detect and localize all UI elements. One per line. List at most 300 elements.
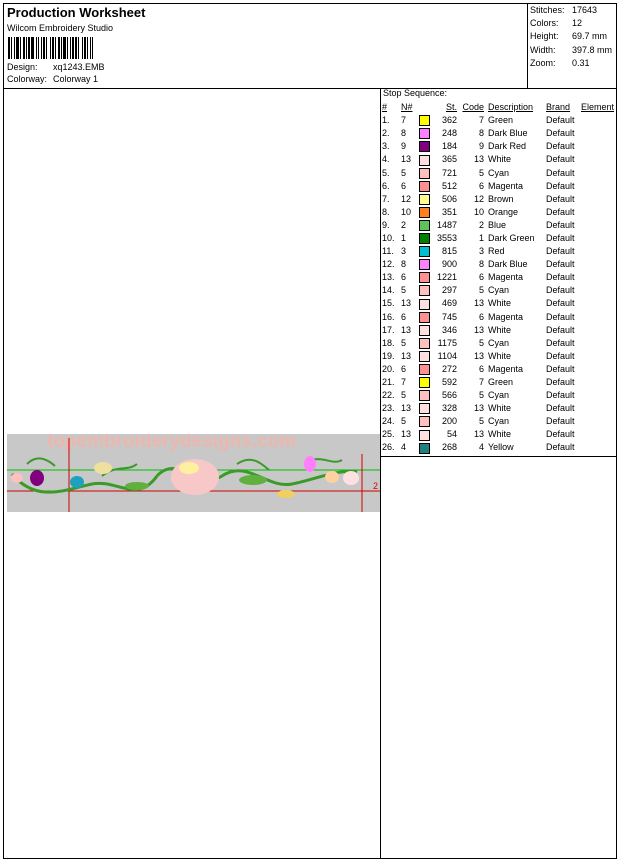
row-index: 17. bbox=[382, 324, 395, 335]
row-code: 6 bbox=[478, 363, 484, 374]
row-code: 13 bbox=[473, 403, 484, 414]
row-index: 6. bbox=[382, 180, 390, 191]
row-swatch bbox=[418, 428, 431, 441]
row-needle: 6 bbox=[401, 272, 407, 283]
row-element bbox=[581, 180, 614, 193]
table-header-row bbox=[382, 101, 614, 114]
row-stitches: 745 bbox=[441, 311, 457, 322]
row-index: 9. bbox=[382, 219, 390, 230]
row-index: 25. bbox=[382, 429, 395, 440]
row-needle: 13 bbox=[401, 298, 412, 309]
color-swatch bbox=[419, 285, 430, 296]
color-swatch bbox=[419, 430, 430, 441]
row-description: White bbox=[488, 298, 512, 309]
row-code: 6 bbox=[478, 272, 484, 283]
stat-label: Zoom: bbox=[530, 57, 556, 68]
row-needle: 5 bbox=[401, 167, 407, 178]
flower-teal bbox=[70, 476, 84, 488]
color-swatch bbox=[419, 377, 430, 388]
row-needle: 8 bbox=[401, 259, 407, 270]
row-element bbox=[581, 114, 614, 127]
stat-row bbox=[530, 58, 612, 71]
row-element bbox=[581, 311, 614, 324]
row-description: Cyan bbox=[488, 390, 510, 401]
row-swatch bbox=[418, 297, 431, 310]
row-swatch bbox=[418, 389, 431, 402]
color-swatch bbox=[419, 194, 430, 205]
row-element bbox=[581, 193, 614, 206]
flower-small bbox=[343, 471, 359, 485]
row-description: Dark Blue bbox=[488, 128, 528, 139]
row-code: 2 bbox=[478, 219, 484, 230]
row-brand: Default bbox=[546, 219, 575, 230]
colorway-label: Colorway: bbox=[7, 74, 48, 84]
row-swatch bbox=[418, 153, 431, 166]
colorway-row bbox=[7, 74, 98, 84]
flower-peony-center bbox=[179, 462, 199, 474]
table-row bbox=[382, 193, 614, 206]
row-stitches: 512 bbox=[441, 180, 457, 191]
row-index: 13. bbox=[382, 272, 395, 283]
row-swatch bbox=[418, 140, 431, 153]
row-stitches: 346 bbox=[441, 324, 457, 335]
row-index: 26. bbox=[382, 442, 395, 453]
row-brand: Default bbox=[546, 167, 575, 178]
row-element bbox=[581, 245, 614, 258]
row-description: Magenta bbox=[488, 311, 524, 322]
embroidery-preview bbox=[7, 434, 380, 512]
design-value: xq1243.EMB bbox=[53, 62, 105, 72]
row-code: 13 bbox=[473, 324, 484, 335]
color-swatch bbox=[419, 338, 430, 349]
row-description: Magenta bbox=[488, 180, 524, 191]
barcode-bar bbox=[93, 37, 95, 59]
row-element bbox=[581, 127, 614, 140]
table-row bbox=[382, 206, 614, 219]
row-stitches: 3553 bbox=[436, 232, 457, 243]
row-needle: 9 bbox=[401, 141, 407, 152]
row-needle: 5 bbox=[401, 285, 407, 296]
row-brand: Default bbox=[546, 298, 575, 309]
row-element bbox=[581, 441, 614, 454]
row-brand: Default bbox=[546, 324, 575, 335]
row-code: 9 bbox=[478, 141, 484, 152]
row-needle: 5 bbox=[401, 416, 407, 427]
row-index: 2. bbox=[382, 128, 390, 139]
row-needle: 5 bbox=[401, 390, 407, 401]
col-index: # bbox=[382, 102, 388, 113]
row-index: 14. bbox=[382, 285, 395, 296]
color-swatch bbox=[419, 168, 430, 179]
row-index: 16. bbox=[382, 311, 395, 322]
row-needle: 6 bbox=[401, 180, 407, 191]
color-swatch bbox=[419, 155, 430, 166]
row-brand: Default bbox=[546, 416, 575, 427]
row-stitches: 469 bbox=[441, 298, 457, 309]
row-element bbox=[581, 337, 614, 350]
color-swatch bbox=[419, 115, 430, 126]
row-index: 4. bbox=[382, 154, 390, 165]
row-index: 12. bbox=[382, 259, 395, 270]
color-swatch bbox=[419, 141, 430, 152]
row-swatch bbox=[418, 363, 431, 376]
design-label: Design: bbox=[7, 62, 38, 72]
col-swatch bbox=[418, 101, 431, 114]
row-code: 5 bbox=[478, 416, 484, 427]
table-row bbox=[382, 258, 614, 271]
color-swatch bbox=[419, 246, 430, 257]
col-element: Element bbox=[581, 102, 615, 113]
row-description: Orange bbox=[488, 206, 519, 217]
stats-panel bbox=[530, 5, 612, 71]
table-row bbox=[382, 180, 614, 193]
row-index: 11. bbox=[382, 246, 394, 257]
flower-yellow bbox=[94, 462, 112, 474]
row-brand: Default bbox=[546, 363, 575, 374]
row-brand: Default bbox=[546, 206, 575, 217]
design-preview bbox=[7, 434, 380, 512]
row-index: 20. bbox=[382, 363, 395, 374]
row-stitches: 1104 bbox=[437, 350, 457, 361]
row-needle: 6 bbox=[401, 363, 407, 374]
table-row bbox=[382, 166, 614, 179]
row-swatch bbox=[418, 311, 431, 324]
table-row bbox=[382, 297, 614, 310]
row-brand: Default bbox=[546, 377, 575, 388]
row-stitches: 1175 bbox=[437, 337, 457, 348]
color-swatch bbox=[419, 259, 430, 270]
table-row bbox=[382, 324, 614, 337]
row-brand: Default bbox=[546, 154, 575, 165]
row-description: Magenta bbox=[488, 363, 524, 374]
watermark: topembroiderydesigns.com bbox=[47, 434, 297, 452]
row-stitches: 900 bbox=[441, 259, 457, 270]
flower-small bbox=[325, 471, 339, 483]
col-description: Description bbox=[488, 102, 534, 113]
table-row bbox=[382, 245, 614, 258]
row-needle: 13 bbox=[401, 350, 412, 361]
table-row bbox=[382, 337, 614, 350]
row-index: 3. bbox=[382, 141, 390, 152]
stat-value: 0.31 bbox=[572, 57, 590, 68]
row-brand: Default bbox=[546, 337, 575, 348]
row-brand: Default bbox=[546, 390, 575, 401]
row-brand: Default bbox=[546, 350, 575, 361]
row-description: White bbox=[488, 350, 512, 361]
row-element bbox=[581, 389, 614, 402]
table-row bbox=[382, 127, 614, 140]
table-row bbox=[382, 402, 614, 415]
stat-row bbox=[530, 18, 612, 31]
row-element bbox=[581, 232, 614, 245]
row-element bbox=[581, 363, 614, 376]
row-code: 7 bbox=[478, 377, 484, 388]
stat-row bbox=[530, 31, 612, 44]
barcode bbox=[8, 37, 132, 59]
row-index: 23. bbox=[382, 403, 395, 414]
row-description: Brown bbox=[488, 193, 514, 204]
stat-row bbox=[530, 5, 612, 18]
row-element bbox=[581, 284, 614, 297]
row-needle: 13 bbox=[401, 154, 412, 165]
row-swatch bbox=[418, 376, 431, 389]
row-swatch bbox=[418, 271, 431, 284]
row-element bbox=[581, 140, 614, 153]
col-code: Code bbox=[462, 102, 484, 113]
colorway-value: Colorway 1 bbox=[53, 74, 99, 84]
row-stitches: 365 bbox=[441, 154, 457, 165]
row-swatch bbox=[418, 232, 431, 245]
col-brand: Brand bbox=[546, 102, 571, 113]
row-stitches: 566 bbox=[441, 390, 457, 401]
row-needle: 13 bbox=[401, 403, 412, 414]
row-code: 5 bbox=[478, 390, 484, 401]
table-row bbox=[382, 114, 614, 127]
flower-small bbox=[277, 490, 295, 498]
row-code: 12 bbox=[473, 193, 484, 204]
row-stitches: 1487 bbox=[436, 219, 457, 230]
color-swatch bbox=[419, 272, 430, 283]
row-needle: 4 bbox=[401, 442, 407, 453]
header-divider bbox=[527, 4, 528, 88]
leaf bbox=[239, 475, 267, 485]
leaf bbox=[125, 482, 149, 490]
row-stitches: 721 bbox=[441, 167, 457, 178]
row-code: 1 bbox=[478, 232, 484, 243]
row-brand: Default bbox=[546, 429, 575, 440]
row-swatch bbox=[418, 166, 431, 179]
row-description: Green bbox=[488, 377, 514, 388]
row-stitches: 248 bbox=[441, 128, 457, 139]
table-row bbox=[382, 441, 614, 454]
color-swatch bbox=[419, 207, 430, 218]
stat-label: Stitches: bbox=[530, 5, 565, 15]
row-description: White bbox=[488, 403, 512, 414]
color-swatch bbox=[419, 128, 430, 139]
row-needle: 3 bbox=[401, 246, 407, 257]
row-needle: 5 bbox=[401, 337, 407, 348]
stop-sequence-title: Stop Sequence: bbox=[383, 88, 448, 98]
row-swatch bbox=[418, 402, 431, 415]
row-stitches: 297 bbox=[441, 285, 457, 296]
color-swatch bbox=[419, 325, 430, 336]
row-swatch bbox=[418, 350, 431, 363]
row-brand: Default bbox=[546, 442, 575, 453]
row-needle: 13 bbox=[401, 324, 412, 335]
row-swatch bbox=[418, 219, 431, 232]
row-index: 8. bbox=[382, 206, 390, 217]
row-brand: Default bbox=[546, 180, 575, 191]
table-row bbox=[382, 428, 614, 441]
row-description: Red bbox=[488, 246, 505, 257]
table-row bbox=[382, 415, 614, 428]
color-swatch bbox=[419, 299, 430, 310]
row-swatch bbox=[418, 193, 431, 206]
color-swatch bbox=[419, 220, 430, 231]
row-brand: Default bbox=[546, 285, 575, 296]
col-stitches: St. bbox=[445, 102, 457, 113]
row-code: 10 bbox=[473, 206, 484, 217]
color-swatch bbox=[419, 181, 430, 192]
row-swatch bbox=[418, 245, 431, 258]
row-stitches: 506 bbox=[441, 193, 457, 204]
row-description: Cyan bbox=[488, 285, 510, 296]
color-swatch bbox=[419, 416, 430, 427]
row-element bbox=[581, 271, 614, 284]
row-brand: Default bbox=[546, 141, 575, 152]
row-stitches: 54 bbox=[446, 429, 457, 440]
row-element bbox=[581, 219, 614, 232]
row-swatch bbox=[418, 180, 431, 193]
row-description: White bbox=[488, 154, 512, 165]
row-element bbox=[581, 206, 614, 219]
design-row bbox=[7, 62, 105, 72]
row-stitches: 272 bbox=[441, 363, 457, 374]
worksheet-frame bbox=[3, 3, 617, 859]
row-description: Cyan bbox=[488, 337, 510, 348]
row-code: 4 bbox=[478, 442, 484, 453]
row-code: 13 bbox=[473, 298, 484, 309]
table-row bbox=[382, 219, 614, 232]
table-row bbox=[382, 153, 614, 166]
row-brand: Default bbox=[546, 272, 575, 283]
row-stitches: 362 bbox=[441, 115, 457, 126]
row-stitches: 351 bbox=[441, 206, 457, 217]
color-swatch bbox=[419, 390, 430, 401]
marker-label: 2 bbox=[373, 481, 379, 491]
row-brand: Default bbox=[546, 403, 575, 414]
stat-value: 397.8 mm bbox=[572, 44, 613, 55]
row-index: 24. bbox=[382, 416, 395, 427]
row-index: 19. bbox=[382, 350, 395, 361]
color-swatch bbox=[419, 312, 430, 323]
row-code: 6 bbox=[478, 311, 484, 322]
row-code: 5 bbox=[478, 285, 484, 296]
header-separator bbox=[4, 88, 616, 89]
row-description: Blue bbox=[488, 219, 507, 230]
row-code: 13 bbox=[473, 350, 484, 361]
row-description: White bbox=[488, 429, 512, 440]
color-swatch bbox=[419, 403, 430, 414]
row-index: 5. bbox=[382, 167, 390, 178]
row-brand: Default bbox=[546, 246, 575, 257]
table-row bbox=[382, 271, 614, 284]
row-brand: Default bbox=[546, 259, 575, 270]
row-element bbox=[581, 376, 614, 389]
stat-row bbox=[530, 45, 612, 58]
row-stitches: 1221 bbox=[436, 272, 457, 283]
table-row bbox=[382, 363, 614, 376]
row-swatch bbox=[418, 258, 431, 271]
row-index: 18. bbox=[382, 337, 395, 348]
row-element bbox=[581, 153, 614, 166]
stat-value: 12 bbox=[572, 18, 583, 29]
row-swatch bbox=[418, 324, 431, 337]
row-element bbox=[581, 258, 614, 271]
row-code: 8 bbox=[478, 128, 484, 139]
row-needle: 2 bbox=[401, 219, 407, 230]
col-needle: N# bbox=[401, 102, 413, 113]
table-row bbox=[382, 284, 614, 297]
row-stitches: 184 bbox=[441, 141, 457, 152]
stop-sequence-bottom-rule bbox=[380, 456, 616, 457]
color-swatch bbox=[419, 364, 430, 375]
row-element bbox=[581, 415, 614, 428]
row-swatch bbox=[418, 114, 431, 127]
row-stitches: 815 bbox=[441, 246, 457, 257]
main-divider bbox=[380, 88, 381, 859]
row-description: White bbox=[488, 324, 512, 335]
table-row bbox=[382, 389, 614, 402]
row-element bbox=[581, 324, 614, 337]
row-description: Cyan bbox=[488, 416, 510, 427]
row-code: 3 bbox=[478, 246, 484, 257]
color-swatch bbox=[419, 443, 430, 454]
row-index: 10. bbox=[382, 232, 395, 243]
page-title: Production Worksheet bbox=[7, 5, 146, 20]
table-row bbox=[382, 350, 614, 363]
row-code: 5 bbox=[478, 167, 484, 178]
row-brand: Default bbox=[546, 115, 575, 126]
row-description: Dark Blue bbox=[488, 259, 528, 270]
row-description: Yellow bbox=[488, 442, 514, 453]
stop-sequence-table bbox=[382, 101, 614, 455]
flower-purple bbox=[30, 470, 44, 486]
row-description: Dark Green bbox=[488, 232, 535, 243]
row-swatch bbox=[418, 206, 431, 219]
row-code: 13 bbox=[473, 429, 484, 440]
row-needle: 7 bbox=[401, 377, 407, 388]
row-swatch bbox=[418, 415, 431, 428]
row-element bbox=[581, 402, 614, 415]
row-needle: 12 bbox=[401, 193, 412, 204]
table-row bbox=[382, 232, 614, 245]
stat-value: 17643 bbox=[572, 5, 598, 15]
stat-value: 69.7 mm bbox=[572, 31, 608, 42]
row-needle: 8 bbox=[401, 128, 407, 139]
row-code: 5 bbox=[478, 337, 484, 348]
row-stitches: 200 bbox=[441, 416, 457, 427]
row-index: 22. bbox=[382, 390, 395, 401]
row-code: 6 bbox=[478, 180, 484, 191]
row-needle: 1 bbox=[401, 232, 407, 243]
row-description: Cyan bbox=[488, 167, 510, 178]
table-row bbox=[382, 376, 614, 389]
row-element bbox=[581, 297, 614, 310]
software-name: Wilcom Embroidery Studio bbox=[7, 23, 114, 33]
row-index: 1. bbox=[382, 115, 390, 126]
row-stitches: 328 bbox=[441, 403, 457, 414]
row-swatch bbox=[418, 441, 431, 454]
stat-label: Width: bbox=[530, 44, 556, 55]
table-row bbox=[382, 311, 614, 324]
flower-small bbox=[11, 473, 23, 483]
row-description: Dark Red bbox=[488, 141, 527, 152]
row-index: 15. bbox=[382, 298, 395, 309]
row-index: 7. bbox=[382, 193, 390, 204]
row-element bbox=[581, 350, 614, 363]
row-needle: 13 bbox=[401, 429, 412, 440]
row-needle: 10 bbox=[401, 206, 412, 217]
row-swatch bbox=[418, 284, 431, 297]
row-description: Magenta bbox=[488, 272, 524, 283]
table-row bbox=[382, 140, 614, 153]
row-code: 8 bbox=[478, 259, 484, 270]
row-brand: Default bbox=[546, 311, 575, 322]
row-needle: 7 bbox=[401, 115, 407, 126]
color-swatch bbox=[419, 351, 430, 362]
row-code: 13 bbox=[473, 154, 484, 165]
